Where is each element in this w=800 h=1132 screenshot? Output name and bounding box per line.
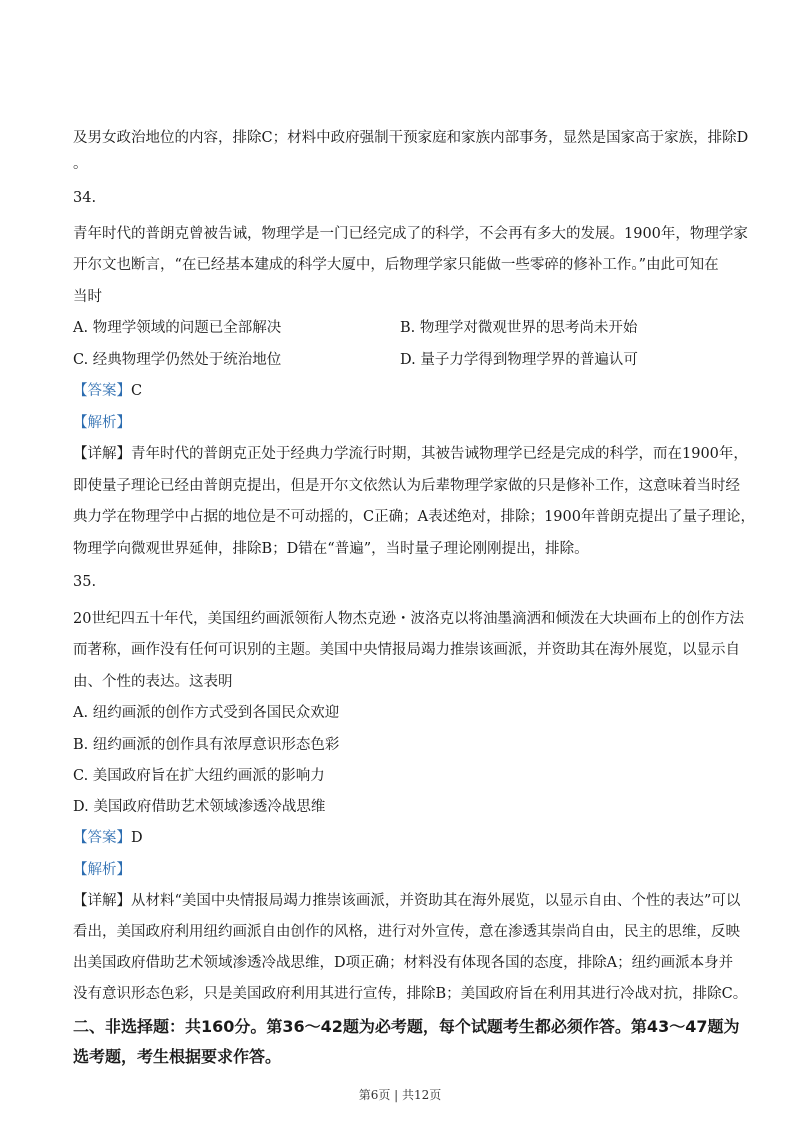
option-b: B. 物理学对微观世界的思考尚未开始 — [400, 320, 638, 336]
analysis-tag: 【解析】 — [73, 415, 131, 431]
option-c: C. 经典物理学仍然处于统治地位 — [73, 352, 282, 368]
question-stem-line: 而著称，画作没有任何可识别的主题。美国中央情报局竭力推崇该画派，并资助其在海外展览，以显示自 — [73, 642, 740, 658]
detail-line: 出美国政府借助艺术领域渗透冷战思维，D项正确；材料没有体现各国的态度，排除A；纽约画派本身并 — [73, 955, 734, 971]
option-d: D. 量子力学得到物理学界的普遍认可 — [400, 352, 638, 368]
detail-line: 【详解】从材料“美国中央情报局竭力推崇该画派，并资助其在海外展览，以显示自由、个性的表达”可以 — [73, 893, 741, 909]
option-d: D. 美国政府借助艺术领域渗透冷战思维 — [73, 799, 326, 815]
option-a: A. 物理学领域的问题已全部解决 — [73, 320, 282, 336]
answer-tag: 【答案】 — [73, 830, 131, 846]
detail-tag: 【详解】 — [73, 893, 131, 909]
section-heading-line: 二、非选择题：共160分。第36～42题为必考题，每个试题考生都必须作答。第43～47题为 — [73, 1017, 740, 1036]
option-c: C. 美国政府旨在扩大纽约画派的影响力 — [73, 768, 325, 784]
option-a: A. 纽约画派的创作方式受到各国民众欢迎 — [73, 705, 340, 721]
question-stem-line: 青年时代的普朗克曾被告诫，物理学是一门已经完成了的科学，不会再有多大的发展。1900年，物理学家 — [73, 226, 748, 242]
page-footer: 第6页 | 共12页 — [358, 1088, 442, 1102]
detail-line: 看出，美国政府利用纽约画派自由创作的风格，进行对外宣传，意在渗透其崇尚自由，民主的思维，反映 — [73, 924, 740, 940]
question-stem-line: 由、个性的表达。这表明 — [73, 674, 233, 690]
detail-line: 【详解】青年时代的普朗克正处于经典力学流行时期，其被告诫物理学已经是完成的科学，而在1900年， — [73, 446, 748, 462]
option-b: B. 纽约画派的创作具有浓厚意识形态色彩 — [73, 737, 340, 753]
answer-tag: 【答案】 — [73, 383, 131, 399]
question-stem-line: 当时 — [73, 289, 102, 305]
detail-line: 典力学在物理学中占据的地位是不可动摇的，C正确；A表述绝对，排除；1900年普朗克提出了量子理论， — [73, 509, 755, 525]
detail-tag: 【详解】 — [73, 446, 131, 462]
prev-answer-line-2: 。 — [73, 156, 88, 172]
answer-line — [73, 381, 142, 401]
prev-answer-line-1: 及男女政治地位的内容，排除C；材料中政府强制干预家庭和家族内部事务，显然是国家高于家族，排除D — [73, 130, 749, 146]
detail-line: 即使量子理论已经由普朗克提出，但是开尔文依然认为后辈物理学家做的只是修补工作，这意味着当时经 — [73, 478, 740, 494]
answer-line — [73, 828, 143, 848]
question-stem-line: 开尔文也断言，“在已经基本建成的科学大厦中，后物理学家只能做一些零碎的修补工作。”由此可知在 — [73, 257, 719, 273]
answer-value: C — [131, 383, 143, 399]
question-number: 35. — [73, 574, 97, 590]
question-number: 34. — [73, 190, 97, 206]
answer-value: D — [131, 830, 143, 846]
question-stem-line: 20世纪四五十年代，美国纽约画派领衔人物杰克逊・波洛克以将油墨滴洒和倾泼在大块画布上的创作方法 — [73, 611, 744, 627]
section-heading-line: 选考题，考生根据要求作答。 — [73, 1047, 282, 1066]
detail-line: 物理学向微观世界延伸，排除B；D错在“普遍”，当时量子理论刚刚提出，排除。 — [73, 541, 589, 557]
analysis-tag: 【解析】 — [73, 862, 131, 878]
detail-line: 没有意识形态色彩，只是美国政府利用其进行宣传，排除B；美国政府旨在利用其进行冷战对抗，排除C。 — [73, 986, 748, 1002]
